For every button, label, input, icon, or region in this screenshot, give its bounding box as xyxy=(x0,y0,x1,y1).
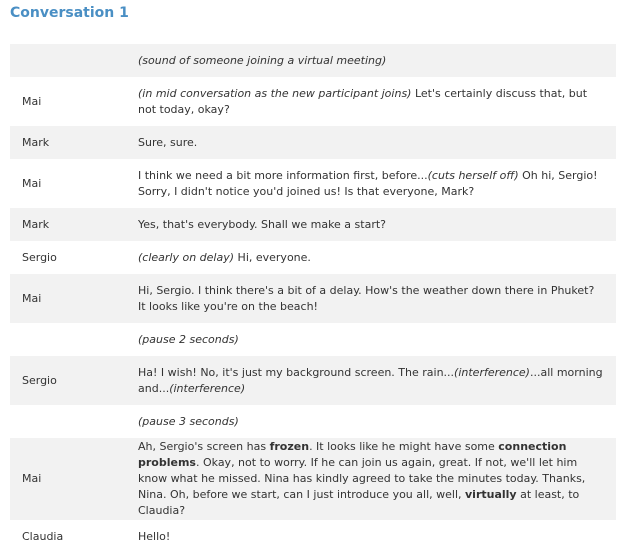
dialogue-segment: Ah, Sergio's screen has xyxy=(138,440,270,453)
dialogue-segment: Hi, everyone. xyxy=(234,250,311,264)
dialogue-row xyxy=(10,356,616,405)
dialogue-segment: Hello! xyxy=(138,529,171,543)
dialogue-segment: . It looks like he might have some xyxy=(309,440,499,453)
dialogue-text xyxy=(138,241,616,274)
speaker-name xyxy=(10,405,138,438)
speaker-name: Mai xyxy=(22,94,42,108)
dialogue-text xyxy=(138,274,616,323)
dialogue-segment: ...all morning and... xyxy=(138,365,603,395)
speaker-name: Sergio xyxy=(22,250,57,264)
dialogue-row xyxy=(10,44,616,77)
stage-direction: (pause 2 seconds) xyxy=(138,332,239,346)
dialogue-segment: . Okay, not to worry. If he can join us again, great. If not, we'll let him know what he missed. Nina has kindly agreed to take the minutes today. Thanks, Nina. Oh, before we start, can I just introduce you all, well, xyxy=(138,456,586,501)
key-phrase: virtually xyxy=(465,488,517,501)
dialogue-text xyxy=(138,323,616,356)
speaker-name xyxy=(10,323,138,356)
speaker-name: Claudia xyxy=(22,529,64,543)
dialogue-row xyxy=(10,438,616,520)
speaker-name xyxy=(10,44,138,77)
dialogue-segment: at least, to Claudia? xyxy=(138,488,580,517)
stage-direction: (sound of someone joining a virtual meeting) xyxy=(138,53,387,67)
speaker-name: Mark xyxy=(10,208,138,241)
speaker-name: Mai xyxy=(10,274,138,323)
stage-direction: (pause 3 seconds) xyxy=(138,414,239,428)
dialogue-row xyxy=(10,274,616,323)
speaker-name: Mai xyxy=(22,176,42,190)
dialogue-text xyxy=(138,405,616,438)
dialogue-row xyxy=(10,323,616,356)
dialogue-text xyxy=(138,159,616,208)
speaker-name: Mai xyxy=(10,438,138,520)
stage-direction: (interference) xyxy=(169,381,246,395)
dialogue-text xyxy=(138,520,616,553)
dialogue-segment: Yes, that's everybody. Shall we make a start? xyxy=(138,217,387,231)
dialogue-segment: Hi, Sergio. I think there's a bit of a delay. How's the weather down there in Phuket? It looks like you're on the beach! xyxy=(138,283,595,313)
speaker-name: Mark xyxy=(10,126,138,159)
dialogue-text xyxy=(138,356,616,405)
dialogue-text xyxy=(138,126,616,159)
dialogue-text xyxy=(138,77,616,126)
speaker-name: Sergio xyxy=(10,356,138,405)
dialogue-row xyxy=(10,159,616,208)
dialogue-text xyxy=(138,208,616,241)
dialogue-row xyxy=(10,405,616,438)
stage-direction: (interference) xyxy=(454,365,530,379)
dialogue-segment: Let's certainly discuss that, but not today, okay? xyxy=(138,86,588,116)
dialogue-row xyxy=(10,126,616,159)
dialogue-segment: Oh hi, Sergio! Sorry, I didn't notice you'd joined us! Is that everyone, Mark? xyxy=(138,168,598,198)
dialogue-segment: Ha! I wish! No, it's just my background screen. The rain... xyxy=(138,365,455,379)
key-phrase: connection problems xyxy=(138,440,567,469)
page-title: Conversation 1 xyxy=(10,5,129,21)
key-phrase: frozen xyxy=(269,440,310,453)
transcript-table xyxy=(10,44,616,553)
dialogue-row xyxy=(10,241,616,274)
dialogue-text xyxy=(138,438,616,520)
dialogue-row xyxy=(10,520,616,553)
dialogue-segment: I think we need a bit more information first, before... xyxy=(138,168,428,182)
stage-direction: (clearly on delay) xyxy=(138,250,235,264)
dialogue-text xyxy=(138,44,616,77)
dialogue-segment: Sure, sure. xyxy=(138,135,198,149)
stage-direction: (cuts herself off) xyxy=(427,168,519,182)
dialogue-row xyxy=(10,208,616,241)
dialogue-row xyxy=(10,77,616,126)
stage-direction: (in mid conversation as the new participant joins) xyxy=(138,86,412,100)
